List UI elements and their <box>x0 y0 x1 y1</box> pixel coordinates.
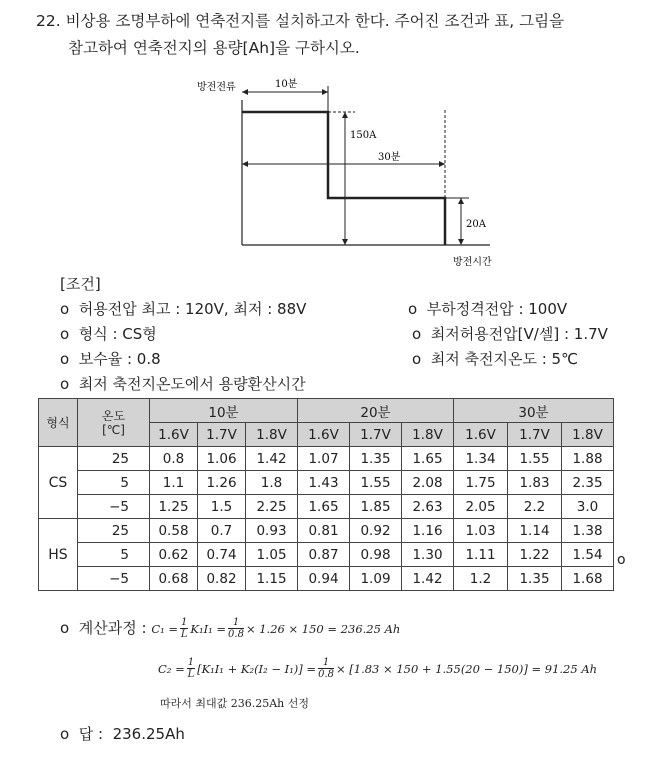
condition-4 <box>412 323 608 344</box>
eq1-lhs: C₁ = <box>151 622 179 636</box>
frac-1-over-08: $\frac{1}{0.8}$ <box>228 617 244 640</box>
type-cell: HS <box>39 519 78 591</box>
value-cell: 0.8 <box>150 447 198 471</box>
value-cell: 1.34 <box>454 447 508 471</box>
header-voltage: 1.6V <box>454 423 508 447</box>
temp-cell: 25 <box>78 447 150 471</box>
temp-cell: 25 <box>78 519 150 543</box>
answer-bullet: o <box>60 725 70 743</box>
condition-text: 형식 : CS형 <box>78 325 157 343</box>
calc-line-1 <box>60 617 400 640</box>
value-cell: 2.08 <box>402 471 454 495</box>
header-10min: 10분 <box>150 399 298 423</box>
value-cell: 1.35 <box>508 567 562 591</box>
value-cell: 0.7 <box>198 519 246 543</box>
value-cell: 0.94 <box>298 567 350 591</box>
value-cell: 1.26 <box>198 471 246 495</box>
x-axis-label: 방전시간 <box>453 257 492 268</box>
value-cell: 0.93 <box>246 519 298 543</box>
table-row <box>39 447 614 471</box>
value-cell: 0.58 <box>150 519 198 543</box>
eq2-mid: [K₁I₁ + K₂(I₂ − I₁)] = <box>197 662 317 676</box>
eq1-rhs: × 1.26 × 150 = 236.25 Ah <box>245 622 401 636</box>
eq2-rhs: × [1.83 × 150 + 1.55(20 − 150)] = 91.25 Ah <box>335 662 598 676</box>
bullet: o <box>408 300 418 318</box>
value-cell: 1.43 <box>298 471 350 495</box>
value-cell: 1.55 <box>508 447 562 471</box>
value-cell: 1.06 <box>198 447 246 471</box>
condition-text: 최저 축전지온도에서 용량환산시간 <box>78 375 306 393</box>
value-cell: 1.65 <box>402 447 454 471</box>
value-cell: 1.05 <box>246 543 298 567</box>
value-cell: 0.92 <box>350 519 402 543</box>
value-cell: 1.8 <box>246 471 298 495</box>
temp-cell: −5 <box>78 495 150 519</box>
temp-cell: 5 <box>78 471 150 495</box>
label-30min: 30분 <box>378 152 401 163</box>
temp-cell: −5 <box>78 567 150 591</box>
condition-1 <box>60 298 306 319</box>
value-cell: 3.0 <box>562 495 614 519</box>
bullet: o <box>60 350 70 368</box>
value-cell: 1.38 <box>562 519 614 543</box>
header-voltage: 1.7V <box>508 423 562 447</box>
value-cell: 1.42 <box>246 447 298 471</box>
label-20a: 20A <box>466 219 486 230</box>
answer-value: 236.25Ah <box>112 725 185 743</box>
bullet: o <box>412 350 422 368</box>
temp-cell: 5 <box>78 543 150 567</box>
condition-text: 허용전압 최고 : 120V, 최저 : 88V <box>78 300 307 318</box>
condition-text: 최저허용전압[V/셀] : 1.7V <box>430 325 608 343</box>
value-cell: 0.82 <box>198 567 246 591</box>
bullet: o <box>60 300 70 318</box>
condition-5 <box>60 348 161 369</box>
value-cell: 1.5 <box>198 495 246 519</box>
value-cell: 1.16 <box>402 519 454 543</box>
eq1-mid: K₁I₁ = <box>190 622 227 636</box>
question-line-2: 참고하여 연축전지의 용량[Ah]을 구하시오. <box>68 39 360 57</box>
type-cell: CS <box>39 447 78 519</box>
calc-line-2 <box>158 657 597 680</box>
value-cell: 1.42 <box>402 567 454 591</box>
answer-label: 답 : <box>78 725 104 743</box>
value-cell: 1.25 <box>150 495 198 519</box>
answer-line <box>60 723 185 744</box>
value-cell: 2.35 <box>562 471 614 495</box>
value-cell: 1.88 <box>562 447 614 471</box>
value-cell: 1.11 <box>454 543 508 567</box>
calc-conclusion: 따라서 최대값 236.25Ah 선정 <box>160 697 310 710</box>
current-profile <box>242 112 445 245</box>
value-cell: 1.68 <box>562 567 614 591</box>
condition-6 <box>412 348 578 369</box>
y-axis-label: 방전전류 <box>197 82 236 93</box>
eq2-lhs: C₂ = <box>158 662 185 676</box>
header-voltage: 1.8V <box>246 423 298 447</box>
discharge-figure <box>195 72 505 272</box>
label-150a: 150A <box>350 130 377 141</box>
value-cell: 1.54 <box>562 543 614 567</box>
calc-bullet: o <box>60 619 70 637</box>
value-cell: 1.14 <box>508 519 562 543</box>
value-cell: 0.68 <box>150 567 198 591</box>
header-voltage: 1.6V <box>150 423 198 447</box>
value-cell: 1.30 <box>402 543 454 567</box>
value-cell: 0.74 <box>198 543 246 567</box>
value-cell: 1.03 <box>454 519 508 543</box>
value-cell: 1.2 <box>454 567 508 591</box>
header-voltage: 1.7V <box>350 423 402 447</box>
table-row <box>39 495 614 519</box>
conversion-time-table <box>38 398 614 591</box>
condition-text: 최저 축전지온도 : 5℃ <box>430 350 578 368</box>
side-mark: o <box>617 552 626 568</box>
value-cell: 2.25 <box>246 495 298 519</box>
table-row <box>39 567 614 591</box>
value-cell: 2.2 <box>508 495 562 519</box>
table-row <box>39 471 614 495</box>
header-20min: 20분 <box>298 399 454 423</box>
table-row <box>39 543 614 567</box>
value-cell: 0.81 <box>298 519 350 543</box>
question-line-1: 22. 비상용 조명부하에 연축전지를 설치하고자 한다. 주어진 조건과 표, 그림을 <box>36 12 565 30</box>
frac-1-over-L: $\frac{1}{L}$ <box>187 657 195 680</box>
condition-7 <box>60 373 306 394</box>
value-cell: 2.63 <box>402 495 454 519</box>
value-cell: 1.35 <box>350 447 402 471</box>
condition-text: 보수율 : 0.8 <box>78 350 161 368</box>
header-voltage: 1.7V <box>198 423 246 447</box>
value-cell: 1.83 <box>508 471 562 495</box>
value-cell: 1.1 <box>150 471 198 495</box>
conditions-title: [조건] <box>60 275 101 293</box>
bullet: o <box>412 325 422 343</box>
table-body <box>39 447 614 591</box>
calc-label: 계산과정 : <box>78 619 147 637</box>
condition-2 <box>408 298 567 319</box>
condition-text: 부하정격전압 : 100V <box>426 300 568 318</box>
value-cell: 1.85 <box>350 495 402 519</box>
frac-1-over-08: $\frac{1}{0.8}$ <box>318 657 334 680</box>
value-cell: 1.22 <box>508 543 562 567</box>
bullet: o <box>60 325 70 343</box>
value-cell: 2.05 <box>454 495 508 519</box>
table-row <box>39 519 614 543</box>
header-temp: 온도 [℃] <box>78 399 150 447</box>
value-cell: 0.98 <box>350 543 402 567</box>
bullet: o <box>60 375 70 393</box>
header-voltage: 1.8V <box>562 423 614 447</box>
header-voltage: 1.6V <box>298 423 350 447</box>
value-cell: 1.09 <box>350 567 402 591</box>
value-cell: 0.62 <box>150 543 198 567</box>
value-cell: 1.75 <box>454 471 508 495</box>
value-cell: 0.87 <box>298 543 350 567</box>
header-voltage: 1.8V <box>402 423 454 447</box>
value-cell: 1.07 <box>298 447 350 471</box>
value-cell: 1.55 <box>350 471 402 495</box>
header-type: 형식 <box>39 399 78 447</box>
value-cell: 1.15 <box>246 567 298 591</box>
frac-1-over-L: $\frac{1}{L}$ <box>180 617 188 640</box>
condition-3 <box>60 323 157 344</box>
header-30min: 30분 <box>454 399 614 423</box>
value-cell: 1.65 <box>298 495 350 519</box>
label-10min: 10분 <box>275 79 298 90</box>
